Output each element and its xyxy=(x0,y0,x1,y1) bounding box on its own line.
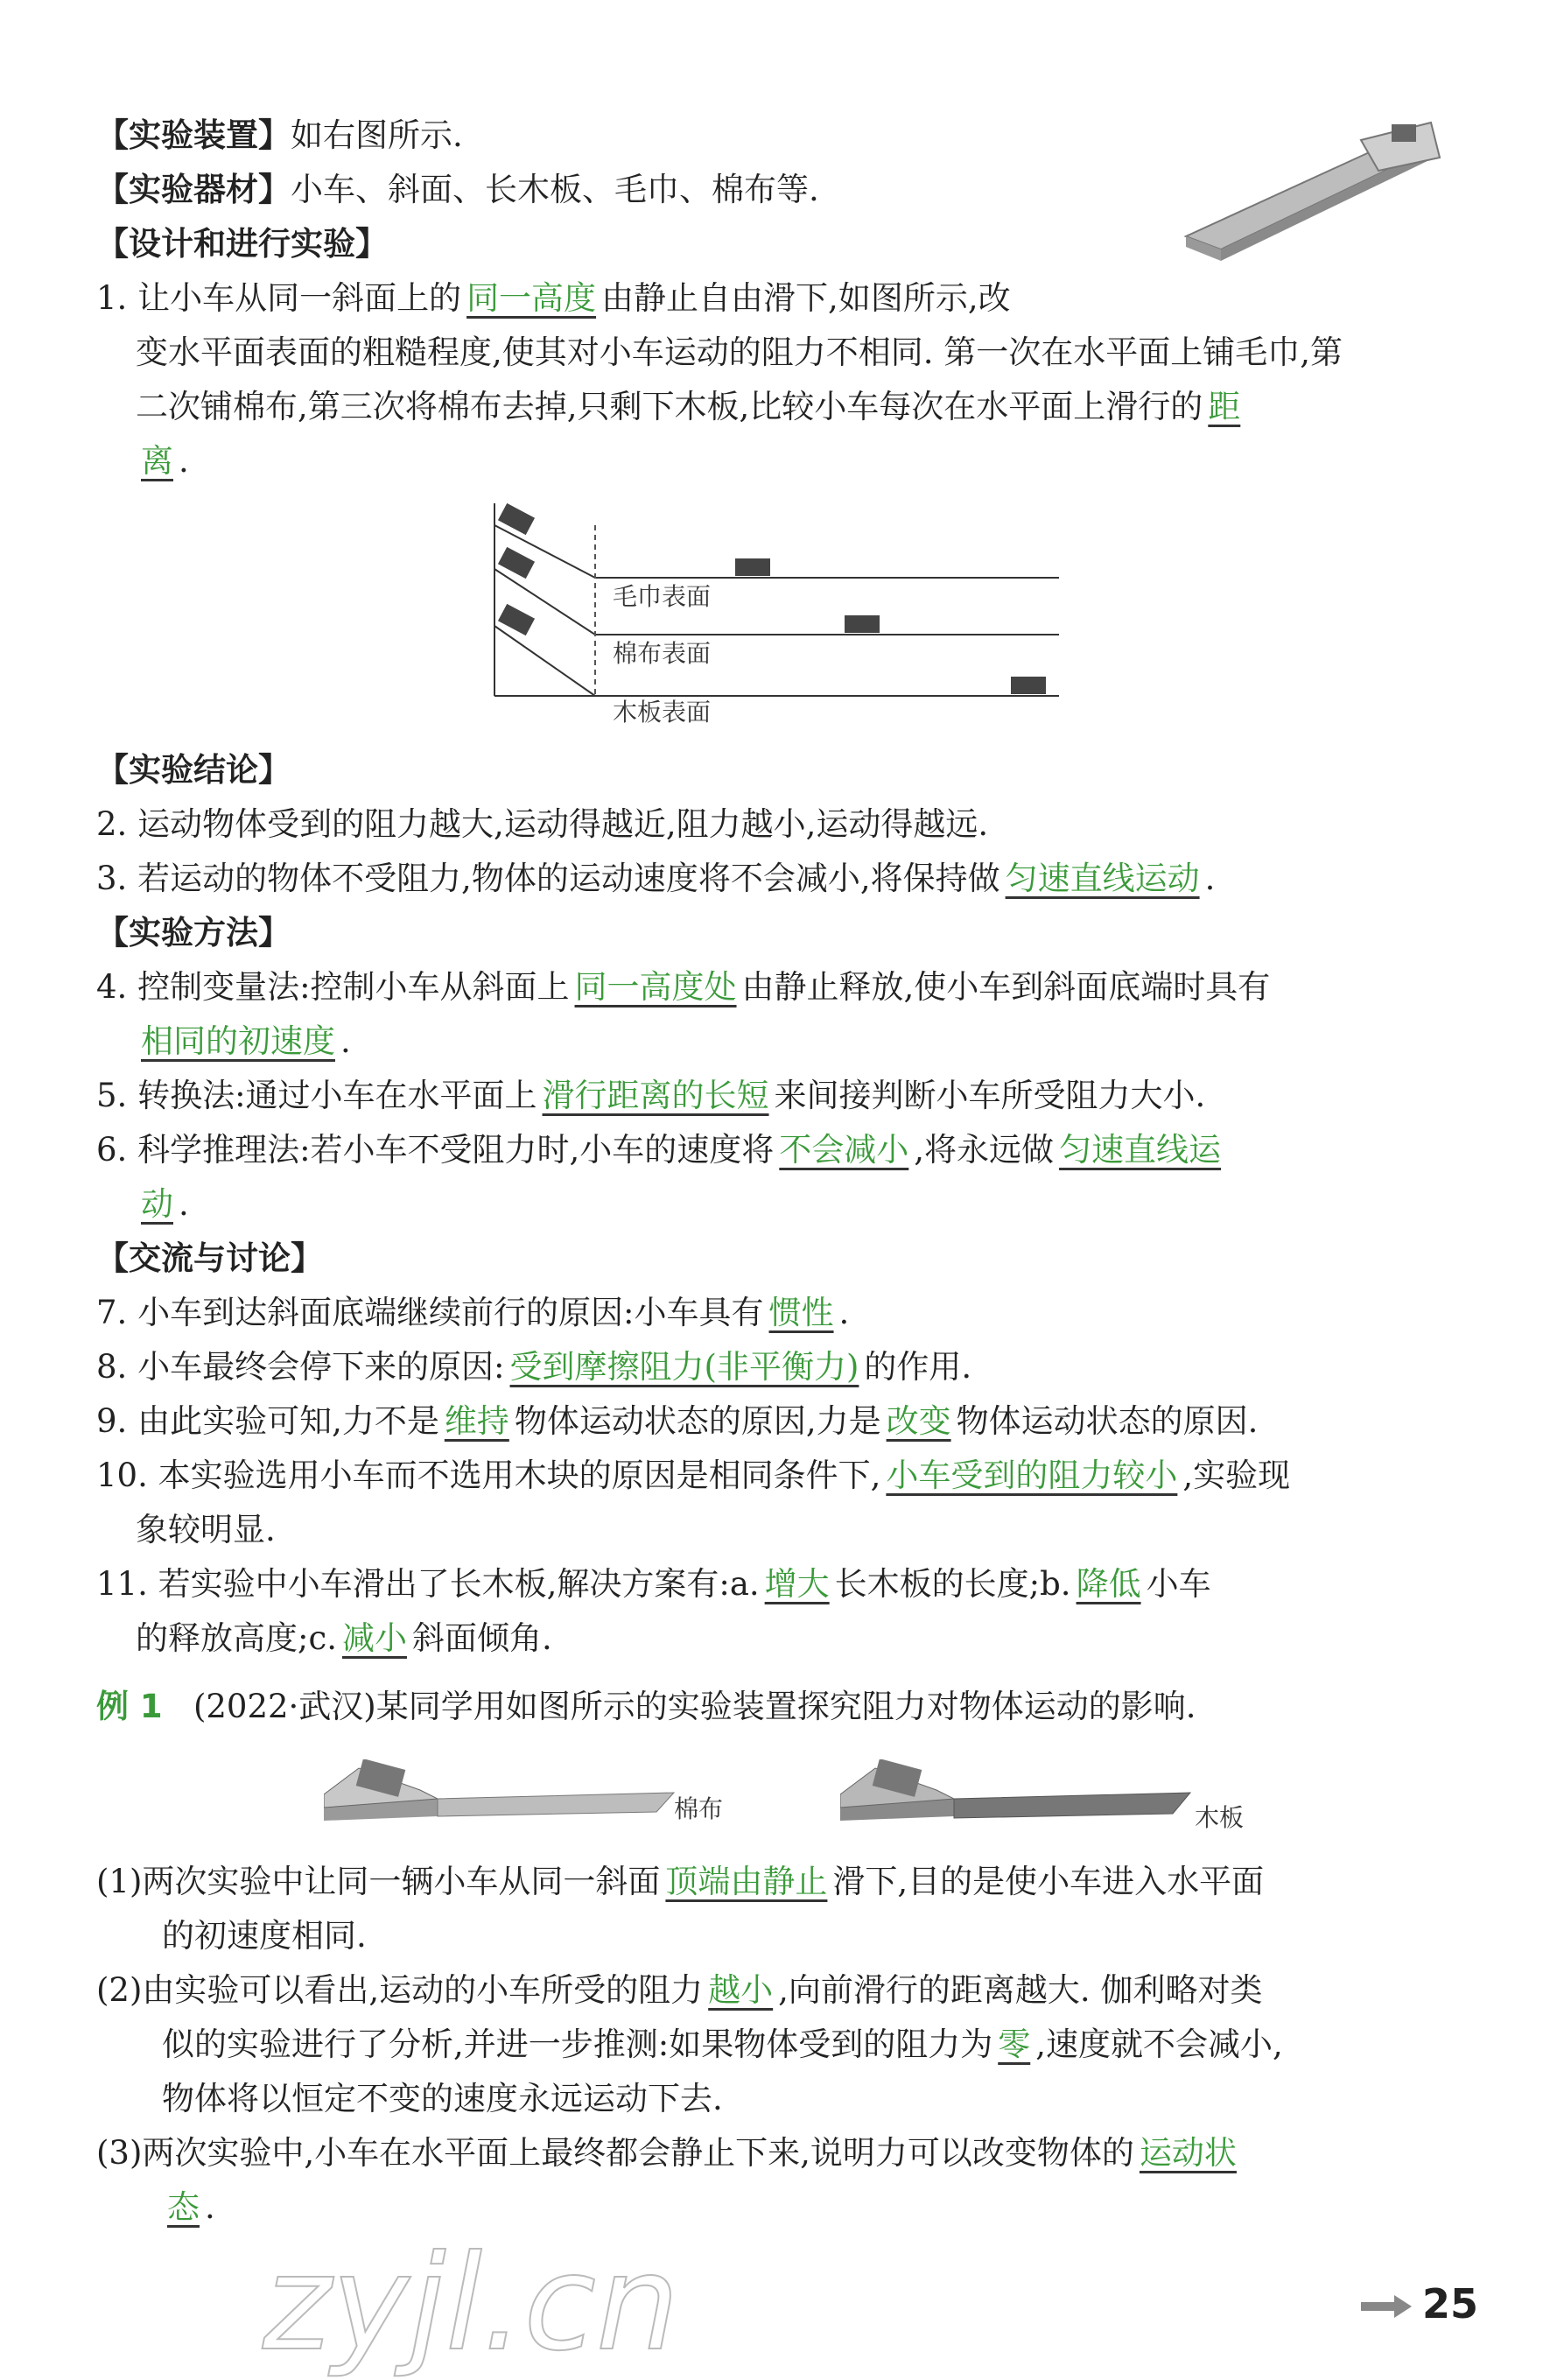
p1-line2: 的初速度相同. xyxy=(162,1917,367,1955)
answer: 惯性 xyxy=(768,1294,834,1331)
q1-line2: 变水平面表面的粗糙程度,使其对小车运动的阻力不相同. 第一次在水平面上铺毛巾,第 xyxy=(136,333,1343,371)
apparatus-text: 如右图所示. xyxy=(291,116,463,154)
label-cotton: 棉布表面 xyxy=(613,639,712,668)
sec-method: 【实验方法】 xyxy=(96,914,291,951)
sec-apparatus: 【实验装置】 xyxy=(96,116,291,154)
sec-design: 【设计和进行实验】 xyxy=(96,225,388,263)
label-cotton-fig: 棉布 xyxy=(674,1794,724,1823)
answer: 匀速直线运动 xyxy=(1005,860,1200,897)
equipment-text: 小车、斜面、长木板、毛巾、棉布等. xyxy=(291,171,819,208)
p2-line3: 物体将以恒定不变的速度永远运动下去. xyxy=(162,2080,723,2117)
answer: 增大 xyxy=(764,1565,830,1603)
answer: 降低 xyxy=(1076,1565,1141,1603)
answer: 同一高度处 xyxy=(574,968,737,1006)
answer: 不会减小 xyxy=(779,1131,909,1169)
q6-line1: 6. 科学推理法:若小车不受阻力时,小车的速度将 不会减小 ,将永远做 匀速直线运 xyxy=(96,1128,1226,1172)
answer: 同一高度 xyxy=(466,279,597,317)
q7-line: 7. 小车到达斜面底端继续前行的原因:小车具有 惯性 . xyxy=(96,1294,850,1331)
cart xyxy=(845,615,880,633)
q9-line: 9. 由此实验可知,力不是 维持 物体运动状态的原因,力是 改变 物体运动状态的原因. xyxy=(96,1402,1259,1440)
q11-line1: 11. 若实验中小车滑出了长木板,解决方案有:a. 增大 长木板的长度;b. 降低 小车 xyxy=(96,1565,1211,1603)
answer: 维持 xyxy=(444,1402,509,1440)
sec-equipment: 【实验器材】 xyxy=(96,171,291,208)
surfaces-diagram xyxy=(490,499,1068,718)
apparatus-figure xyxy=(1168,105,1448,280)
example-label: 例 1 xyxy=(96,1688,163,1725)
answer: 受到摩擦阻力(非平衡力) xyxy=(509,1348,859,1386)
q10-line1: 10. 本实验选用小车而不选用木块的原因是相同条件下, 小车受到的阻力较小 ,实验现 xyxy=(96,1457,1291,1494)
answer: 顶端由静止 xyxy=(665,1863,828,1900)
answer: 距 xyxy=(1208,388,1241,425)
answer: 离 xyxy=(141,442,173,480)
arrow-icon xyxy=(1361,2293,1413,2320)
q11-line2: 的释放高度;c. 减小 斜面倾角. xyxy=(136,1619,552,1657)
p3-line2: 态 . xyxy=(162,2186,215,2229)
label-wood: 木板表面 xyxy=(613,698,712,727)
answer: 相同的初速度 xyxy=(141,1022,335,1060)
cart xyxy=(498,604,535,635)
q1-line1: 1. 让小车从同一斜面上的 同一高度 由静止自由滑下,如图所示,改 xyxy=(96,279,1011,317)
answer: 越小 xyxy=(708,1971,774,2009)
q10-line2: 象较明显. xyxy=(136,1511,276,1548)
answer: 零 xyxy=(998,2025,1031,2063)
watermark: zyjl.cn xyxy=(263,2228,680,2380)
answer: 匀速直线运 xyxy=(1059,1131,1222,1169)
answer: 小车受到的阻力较小 xyxy=(886,1457,1178,1494)
label-wood-fig: 木板 xyxy=(1195,1803,1245,1832)
answer: 态 xyxy=(167,2188,200,2226)
p1-line1: (1)两次实验中让同一辆小车从同一斜面 顶端由静止 滑下,目的是使小车进入水平面 xyxy=(96,1863,1265,1900)
example-line: 例 1 (2022·武汉)某同学用如图所示的实验装置探究阻力对物体运动的影响. xyxy=(96,1688,1196,1725)
answer: 动 xyxy=(141,1185,173,1223)
p2-line2: 似的实验进行了分析,并进一步推测:如果物体受到的阻力为 零 ,速度就不会减小, xyxy=(162,2025,1283,2063)
answer: 减小 xyxy=(341,1619,407,1657)
q5-line: 5. 转换法:通过小车在水平面上 滑行距离的长短 来间接判断小车所受阻力大小. xyxy=(96,1077,1206,1114)
cart xyxy=(735,558,770,576)
q6-line2: 动 . xyxy=(136,1183,189,1226)
label-towel: 毛巾表面 xyxy=(613,582,712,611)
sec-conclusion: 【实验结论】 xyxy=(96,751,291,789)
answer: 改变 xyxy=(886,1402,951,1440)
cart xyxy=(1011,677,1046,694)
q8-line: 8. 小车最终会停下来的原因: 受到摩擦阻力(非平衡力) 的作用. xyxy=(96,1348,972,1386)
example-figure-wood xyxy=(840,1759,1252,1829)
p2-line1: (2)由实验可以看出,运动的小车所受的阻力 越小 ,向前滑行的距离越大. 伽利略对类 xyxy=(96,1971,1263,2009)
sec-discussion: 【交流与讨论】 xyxy=(96,1239,323,1277)
q1-line4: 离 . xyxy=(136,439,189,483)
q1-line3: 二次铺棉布,第三次将棉布去掉,只剩下木板,比较小车每次在水平面上滑行的 距 xyxy=(136,385,1245,429)
page-number: 25 xyxy=(1422,2280,1479,2327)
q4-line2: 相同的初速度 . xyxy=(136,1020,351,1064)
q4-line1: 4. 控制变量法:控制小车从斜面上 同一高度处 由静止释放,使小车到斜面底端时具有 xyxy=(96,968,1271,1006)
q2-line: 2. 运动物体受到的阻力越大,运动得越近,阻力越小,运动得越远. xyxy=(96,805,989,843)
q3-line: 3. 若运动的物体不受阻力,物体的运动速度将不会减小,将保持做 匀速直线运动 . xyxy=(96,860,1216,897)
p3-line1: (3)两次实验中,小车在水平面上最终都会静止下来,说明力可以改变物体的 运动状 xyxy=(96,2131,1242,2175)
answer: 滑行距离的长短 xyxy=(542,1077,769,1114)
answer: 运动状 xyxy=(1139,2134,1237,2172)
